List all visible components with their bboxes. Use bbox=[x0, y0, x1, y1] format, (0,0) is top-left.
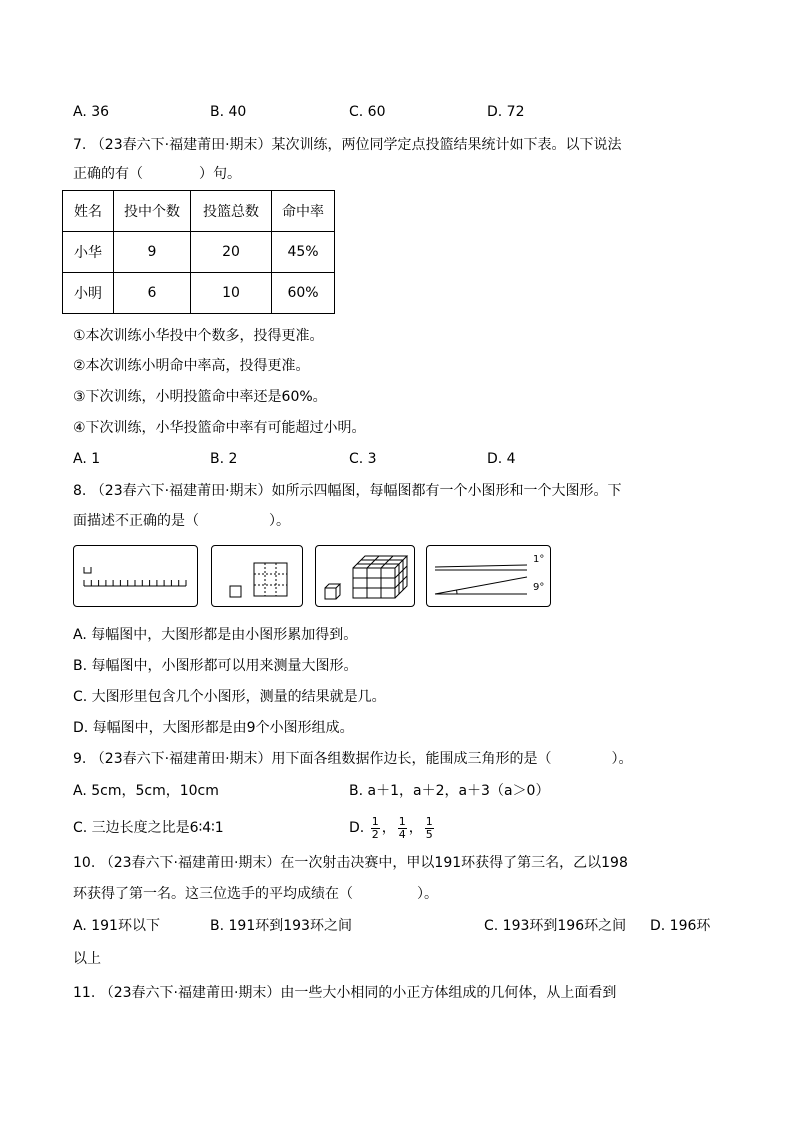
figure-squares bbox=[211, 545, 303, 607]
table-row bbox=[63, 273, 335, 314]
table-cell: 20 bbox=[191, 232, 272, 273]
angle-label-1: 1° bbox=[533, 554, 545, 565]
q7-stem-after-blank: ）句。 bbox=[199, 166, 241, 182]
q9-option-d-label: D. bbox=[349, 820, 365, 836]
q8-option-a: A. 每幅图中，大图形都是由小图形累加得到。 bbox=[73, 627, 358, 643]
q9-stem-after-blank: ）。 bbox=[611, 751, 633, 767]
q7-option-a: A. 1 bbox=[73, 451, 101, 467]
table-row bbox=[63, 232, 335, 273]
q7-option-b: B. 2 bbox=[210, 451, 238, 467]
q7-option-d: D. 4 bbox=[487, 451, 516, 467]
q10-option-b: B. 191环到193环之间 bbox=[210, 918, 352, 934]
fraction-numerator: 1 bbox=[371, 814, 379, 828]
fraction bbox=[425, 816, 434, 841]
q9-option-a: A. 5cm，5cm，10cm bbox=[73, 783, 219, 799]
fraction-denominator: 5 bbox=[425, 827, 433, 841]
q8-stem-line2 bbox=[73, 511, 290, 531]
table-cell: 9 bbox=[114, 232, 191, 273]
figure-ruler bbox=[73, 545, 198, 607]
q8-option-c: C. 大图形里包含几个小图形，测量的结果就是几。 bbox=[73, 689, 386, 705]
q7-statement-1: ①本次训练小华投中个数多，投得更准。 bbox=[73, 328, 324, 344]
q7-statement-3: ③下次训练，小明投篮命中率还是60%。 bbox=[73, 389, 327, 405]
q8-stem-before-blank: 面描述不正确的是（ bbox=[73, 513, 199, 529]
q9-stem-before-blank: 9. （23春六下·福建莆田·期末）用下面各组数据作边长，能围成三角形的是（ bbox=[73, 751, 552, 767]
fraction-numerator: 1 bbox=[425, 814, 433, 828]
fraction-denominator: 2 bbox=[371, 827, 379, 841]
q7-stem-line1: 7. （23春六下·福建莆田·期末）某次训练，两位同学定点投篮结果统计如下表。以下说法 bbox=[73, 137, 622, 153]
table-header-row bbox=[63, 191, 335, 232]
angle-label-9: 9° bbox=[533, 582, 545, 593]
table-cell: 6 bbox=[114, 273, 191, 314]
q10-stem-after-blank: ）。 bbox=[417, 886, 438, 902]
square-grid-diagram bbox=[212, 546, 301, 605]
table-header-cell: 命中率 bbox=[272, 191, 335, 232]
q10-option-c: C. 193环到196环之间 bbox=[484, 918, 627, 934]
q11-stem-line1: 11. （23春六下·福建莆田·期末）由一些大小相同的小正方体组成的几何体，从上面看到 bbox=[73, 985, 617, 1001]
q6-option-b: B. 40 bbox=[210, 104, 247, 120]
fraction-denominator: 4 bbox=[398, 827, 406, 841]
q8-option-b: B. 每幅图中，小图形都可以用来测量大图形。 bbox=[73, 658, 358, 674]
figure-cubes bbox=[315, 545, 415, 607]
table-header-cell: 投中个数 bbox=[114, 191, 191, 232]
q10-stem-before-blank: 环获得了第一名。这三位选手的平均成绩在（ bbox=[73, 886, 353, 902]
table-cell: 45% bbox=[272, 232, 335, 273]
fraction-numerator: 1 bbox=[398, 814, 406, 828]
q10-stem-line1: 10. （23春六下·福建莆田·期末）在一次射击决赛中，甲以191环获得了第三名，乙以198 bbox=[73, 855, 628, 871]
q10-option-d-continued: 以上 bbox=[73, 951, 101, 967]
q7-option-c: C. 3 bbox=[349, 451, 377, 467]
table-cell: 小华 bbox=[63, 232, 114, 273]
q7-stats-table bbox=[62, 190, 335, 314]
ruler-diagram bbox=[74, 546, 196, 605]
fraction bbox=[398, 816, 407, 841]
q7-stem-before-blank: 正确的有（ bbox=[73, 166, 143, 182]
table-header-cell: 姓名 bbox=[63, 191, 114, 232]
q10-option-d: D. 196环 bbox=[650, 918, 711, 934]
q8-stem-line1: 8. （23春六下·福建莆田·期末）如所示四幅图，每幅图都有一个小图形和一个大图形。下 bbox=[73, 483, 622, 499]
q10-option-a: A. 191环以下 bbox=[73, 918, 160, 934]
q6-option-d: D. 72 bbox=[487, 104, 525, 120]
q8-option-d: D. 每幅图中，大图形都是由9个小图形组成。 bbox=[73, 720, 354, 736]
q9-stem bbox=[73, 749, 633, 769]
q6-option-a: A. 36 bbox=[73, 104, 110, 120]
q7-stem-line2 bbox=[73, 164, 241, 184]
cube-diagram bbox=[316, 546, 413, 605]
table-cell: 60% bbox=[272, 273, 335, 314]
table-cell: 小明 bbox=[63, 273, 114, 314]
q10-stem-line2 bbox=[73, 884, 438, 904]
q6-option-c: C. 60 bbox=[349, 104, 386, 120]
table-header-cell: 投篮总数 bbox=[191, 191, 272, 232]
fraction bbox=[371, 816, 380, 841]
q9-option-d: D. $\frac{1}{2}$ ， $\frac{1}{4}$ ， $\frac{1}{5}$ bbox=[349, 814, 433, 841]
figure-angles bbox=[426, 545, 551, 607]
q9-option-c: C. 三边长度之比是6∶4∶1 bbox=[73, 820, 224, 836]
q8-stem-after-blank: ）。 bbox=[269, 513, 290, 529]
q7-statement-4: ④下次训练，小华投篮命中率有可能超过小明。 bbox=[73, 420, 366, 436]
table-cell: 10 bbox=[191, 273, 272, 314]
angle-diagram bbox=[427, 546, 549, 605]
q9-option-b: B. a＋1，a＋2，a＋3（a＞0） bbox=[349, 783, 550, 799]
q7-statement-2: ②本次训练小明命中率高，投得更准。 bbox=[73, 358, 310, 374]
